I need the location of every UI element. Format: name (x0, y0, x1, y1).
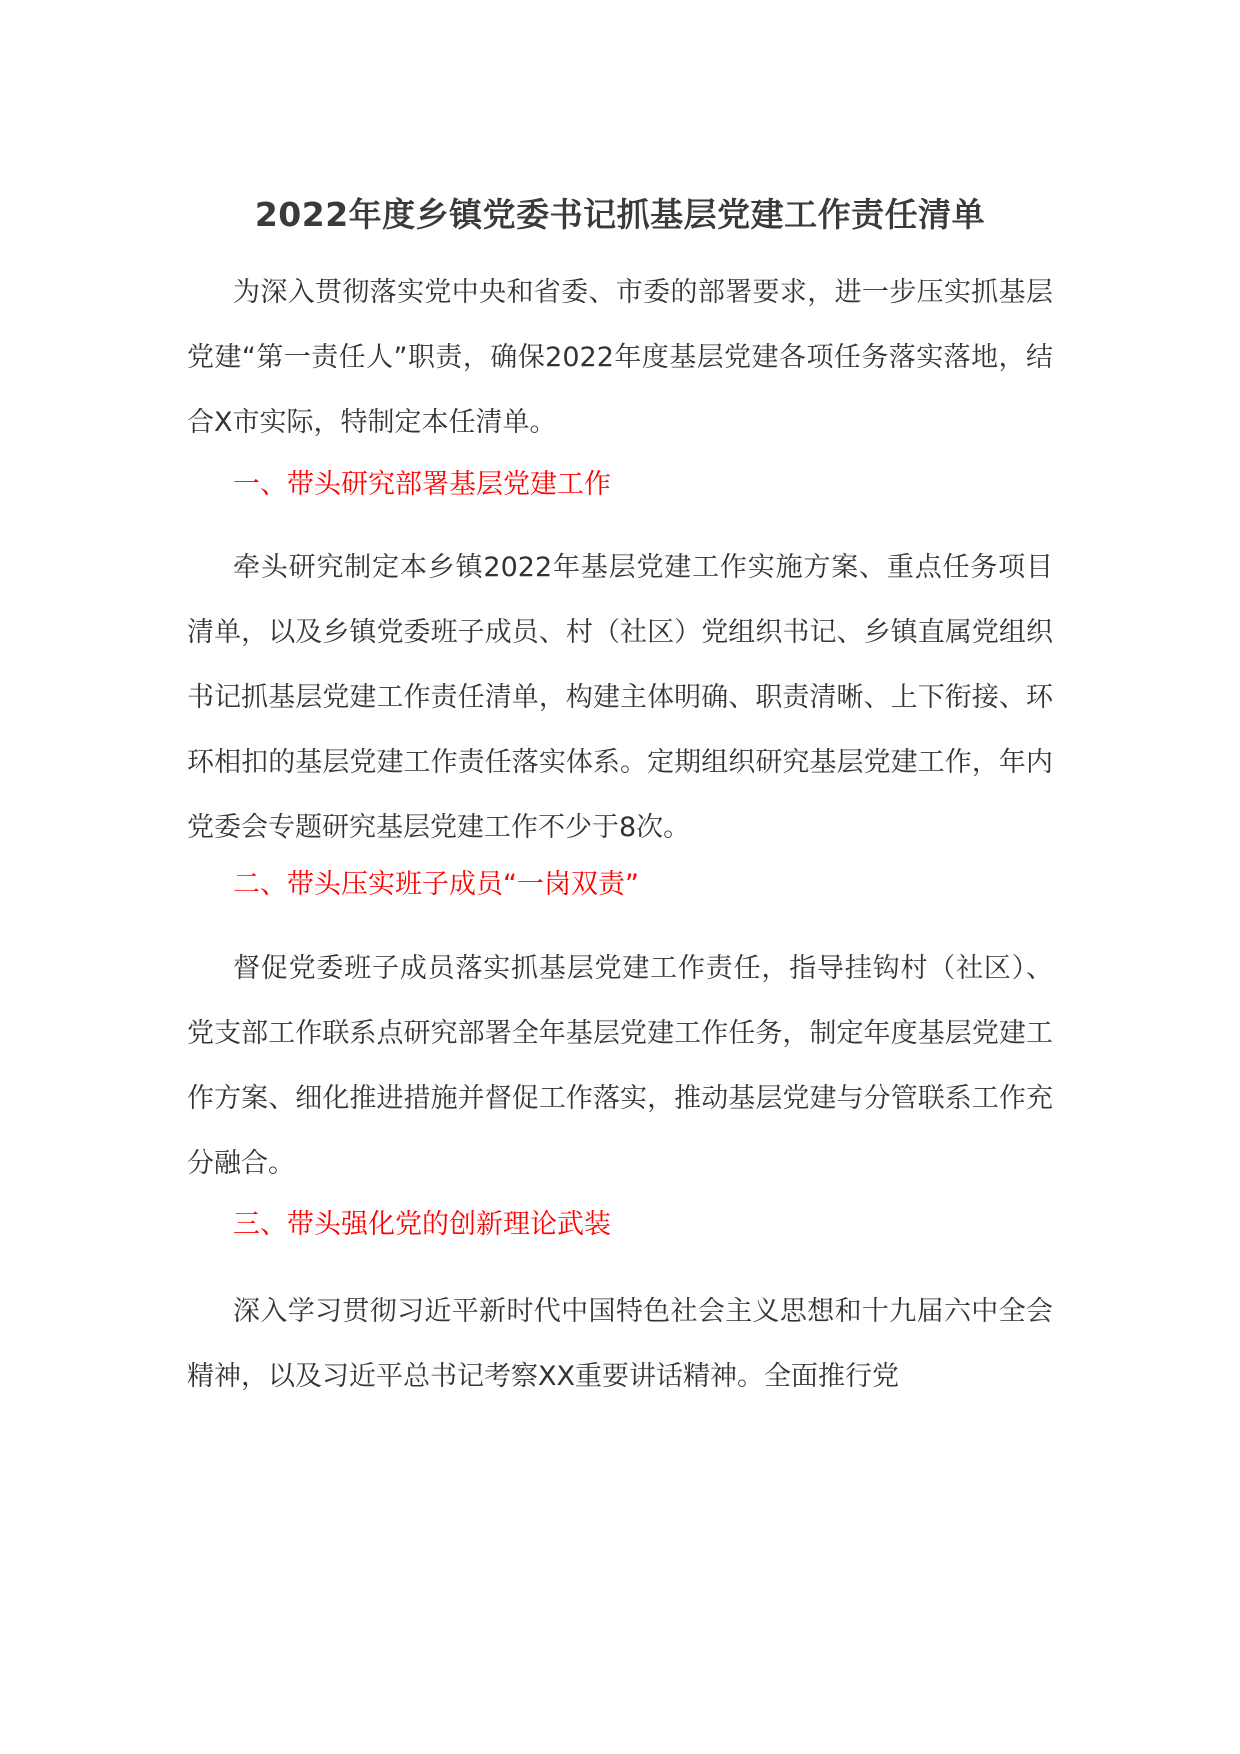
section-2-heading: 二、带头压实班子成员“一岗双责” (233, 869, 639, 900)
document-title: 2022年度乡镇党委书记抓基层党建工作责任清单 (254, 195, 986, 234)
section-1-body: 牵头研究制定本乡镇2022年基层党建工作实施方案、重点任务项目清单，以及乡镇党委班子成员、村（社区）党组织书记、乡镇直属党组织书记抓基层党建工作责任清单，构建主体明确、职责清晰、上下衔接、环环相扣的基层党建工作责任落实体系。定期组织研究基层党建工作，年内党委会专题研究基层党建工作不少于8次。 (187, 552, 1053, 843)
section-3-heading: 三、带头强化党的创新理论武装 (233, 1209, 611, 1240)
section-1-heading: 一、带头研究部署基层党建工作 (233, 469, 611, 500)
section-2-body: 督促党委班子成员落实抓基层党建工作责任，指导挂钩村（社区）、党支部工作联系点研究部署全年基层党建工作任务，制定年度基层党建工作方案、细化推进措施并督促工作落实，推动基层党建与分管联系工作充分融合。 (187, 953, 1053, 1179)
section-3-body: 深入学习贯彻习近平新时代中国特色社会主义思想和十九届六中全会精神，以及习近平总书记考察XX重要讲话精神。全面推行党 (187, 1296, 1053, 1392)
intro-paragraph: 为深入贯彻落实党中央和省委、市委的部署要求，进一步压实抓基层党建“第一责任人”职责，确保2022年度基层党建各项任务落实落地，结合X市实际，特制定本任清单。 (187, 277, 1053, 438)
